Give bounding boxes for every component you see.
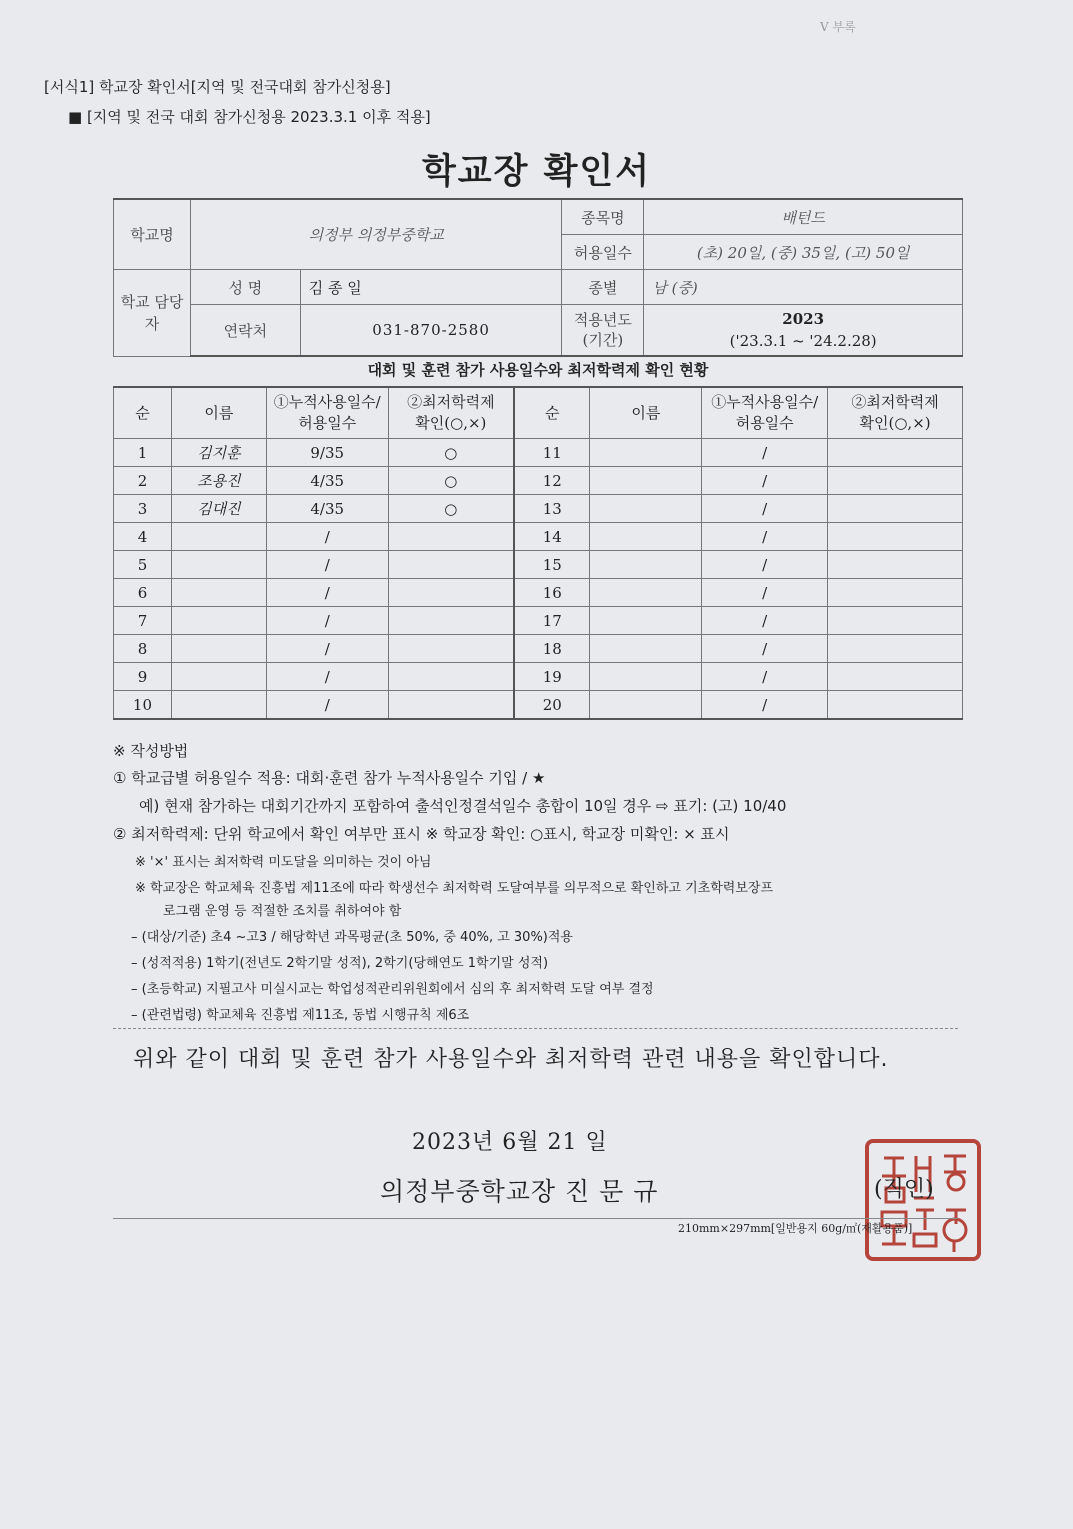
table-row xyxy=(114,579,963,607)
seal-label: (직인) xyxy=(874,1177,934,1202)
header-no-right: 순 xyxy=(514,387,590,439)
page-title: 학교장 확인서 xyxy=(421,152,652,192)
row-days: / xyxy=(702,635,828,663)
row-days: / xyxy=(266,635,388,663)
row-name: 조용진 xyxy=(171,467,266,495)
row-no: 9 xyxy=(114,663,172,691)
header-name-right: 이름 xyxy=(590,387,702,439)
table-row xyxy=(114,635,963,663)
row-days: / xyxy=(702,607,828,635)
row-no: 19 xyxy=(514,663,590,691)
row-name xyxy=(590,551,702,579)
school-label: 학교명 xyxy=(114,199,191,270)
row-check xyxy=(388,635,514,663)
row-no: 13 xyxy=(514,495,590,523)
note-item-2: ② 최저학력제: 단위 학교에서 확인 여부만 표시 ※ 학교장 확인: ○표시, 학교장 미확인: × 표시 xyxy=(113,825,730,843)
contact-value: 031-870-2580 xyxy=(300,305,562,357)
row-no: 10 xyxy=(114,691,172,720)
row-no: 5 xyxy=(114,551,172,579)
row-no: 16 xyxy=(514,579,590,607)
row-name xyxy=(590,691,702,720)
row-name xyxy=(590,663,702,691)
table-row xyxy=(114,691,963,720)
row-days: / xyxy=(266,691,388,720)
row-check xyxy=(388,579,514,607)
row-no: 14 xyxy=(514,523,590,551)
event-value: 배턴드 xyxy=(644,199,963,235)
table-row xyxy=(114,495,963,523)
table-row xyxy=(114,551,963,579)
row-check xyxy=(388,663,514,691)
row-check: ○ xyxy=(388,439,514,467)
row-days: / xyxy=(702,523,828,551)
seal-glyphs xyxy=(882,1156,966,1252)
signer: 의정부중학교장 진 문 규 xyxy=(380,1177,659,1206)
row-no: 12 xyxy=(514,467,590,495)
row-no: 8 xyxy=(114,635,172,663)
note-dash-4: – (관련법령) 학교체육 진흥법 제11조, 동법 시행규칙 제6조 xyxy=(131,1008,470,1023)
table-row xyxy=(114,607,963,635)
note-dash-3: – (초등학교) 지필고사 미실시교는 학업성적관리위원회에서 심의 후 최저학력 도달 여부 결정 xyxy=(131,982,654,997)
row-days: / xyxy=(702,579,828,607)
row-days: 9/35 xyxy=(266,439,388,467)
row-name xyxy=(171,523,266,551)
note-sub-1: ※ '×' 표시는 최저학력 미도달을 의미하는 것이 아님 xyxy=(135,855,432,870)
row-check xyxy=(828,663,963,691)
gender-label: 종별 xyxy=(562,270,644,305)
row-check xyxy=(828,495,963,523)
row-no: 2 xyxy=(114,467,172,495)
row-no: 3 xyxy=(114,495,172,523)
header-days-line1: ①누적사용일수/ xyxy=(273,393,381,411)
row-no: 17 xyxy=(514,607,590,635)
confirmation-text: 위와 같이 대회 및 훈련 참가 사용일수와 최저학력 관련 내용을 확인합니다. xyxy=(133,1047,889,1072)
row-check xyxy=(828,467,963,495)
row-check xyxy=(828,439,963,467)
row-days: / xyxy=(702,439,828,467)
year-label: 적용년도 (기간) xyxy=(562,305,644,357)
header-academic-line2: 확인(○,×) xyxy=(859,414,931,432)
row-name xyxy=(171,579,266,607)
footer-divider xyxy=(113,1218,958,1219)
school-value: 의정부 의정부중학교 xyxy=(190,199,562,270)
row-days: / xyxy=(702,551,828,579)
row-check xyxy=(828,523,963,551)
note-sub-2: ※ 학교장은 학교체육 진흥법 제11조에 따라 학생선수 최저학력 도달여부를 의무적으로 확인하고 기초학력보장프 xyxy=(135,881,774,896)
row-no: 1 xyxy=(114,439,172,467)
header-academic-line1: ②최저학력제 xyxy=(407,393,495,411)
row-days: / xyxy=(266,523,388,551)
row-no: 20 xyxy=(514,691,590,720)
row-days: / xyxy=(266,579,388,607)
year-value: 2023 xyxy=(782,310,825,328)
row-days: 4/35 xyxy=(266,495,388,523)
row-name xyxy=(590,523,702,551)
note-sub-2-cont: 로그램 운영 등 적절한 조치를 취하여야 함 xyxy=(163,904,402,919)
table-row xyxy=(114,523,963,551)
paper-spec: 210mm×297mm[일반용지 60g/㎡(재활용품)] xyxy=(678,1222,913,1235)
issue-date: 2023년 6월 21 일 xyxy=(412,1130,608,1155)
table-row xyxy=(114,467,963,495)
corner-mark: V 부록 xyxy=(820,20,856,34)
row-name xyxy=(171,551,266,579)
year-cell xyxy=(644,305,963,357)
table-title: 대회 및 훈련 참가 사용일수와 최저학력제 확인 현황 xyxy=(367,361,709,379)
row-check: ○ xyxy=(388,467,514,495)
row-name xyxy=(590,495,702,523)
row-check xyxy=(828,691,963,720)
allowed-days-value: (초) 20일, (중) 35일, (고) 50일 xyxy=(644,235,963,270)
row-no: 11 xyxy=(514,439,590,467)
row-days: 4/35 xyxy=(266,467,388,495)
header-days-left xyxy=(266,387,388,439)
header-days-line1: ①누적사용일수/ xyxy=(711,393,819,411)
row-name xyxy=(590,635,702,663)
row-days: / xyxy=(702,495,828,523)
row-name xyxy=(590,579,702,607)
contact-label: 연락처 xyxy=(190,305,300,357)
row-name xyxy=(171,663,266,691)
row-no: 18 xyxy=(514,635,590,663)
row-days: / xyxy=(702,663,828,691)
name-value: 김 종 일 xyxy=(300,270,562,305)
row-days: / xyxy=(266,663,388,691)
header-no-left: 순 xyxy=(114,387,172,439)
allowed-days-label: 허용일수 xyxy=(562,235,644,270)
writing-instructions xyxy=(113,740,973,1030)
header-academic-right xyxy=(828,387,963,439)
header-academic-line2: 확인(○,×) xyxy=(415,414,487,432)
divider xyxy=(113,1028,958,1029)
row-no: 4 xyxy=(114,523,172,551)
row-name xyxy=(171,691,266,720)
row-no: 15 xyxy=(514,551,590,579)
form-id: [서식1] 학교장 확인서[지역 및 전국대회 참가신청용] xyxy=(44,78,391,96)
row-check xyxy=(828,579,963,607)
row-check xyxy=(388,607,514,635)
note-item-1-example: 예) 현재 참가하는 대회기간까지 포함하여 출석인정결석일수 총합이 10일 경우 ⇨ 표기: (고) 10/40 xyxy=(139,797,787,815)
period-value: ('23.3.1 ~ '24.2.28) xyxy=(729,332,877,350)
header-days-line2: 허용일수 xyxy=(298,414,357,432)
row-name xyxy=(590,607,702,635)
row-name xyxy=(171,635,266,663)
table-row xyxy=(114,439,963,467)
row-check: ○ xyxy=(388,495,514,523)
participation-table xyxy=(113,386,963,720)
row-days: / xyxy=(702,691,828,720)
notes-heading: ※ 작성방법 xyxy=(113,742,189,760)
row-days: / xyxy=(266,551,388,579)
row-name: 김대진 xyxy=(171,495,266,523)
table-row xyxy=(114,663,963,691)
row-name xyxy=(590,439,702,467)
row-check xyxy=(828,607,963,635)
row-days: / xyxy=(702,467,828,495)
row-no: 7 xyxy=(114,607,172,635)
gender-value: 남 (중) xyxy=(644,270,963,305)
note-dash-2: – (성적적용) 1학기(전년도 2학기말 성적), 2학기(당해연도 1학기말 성적) xyxy=(131,956,549,971)
header-academic-line1: ②최저학력제 xyxy=(851,393,939,411)
form-note: ■ [지역 및 전국 대회 참가신청용 2023.3.1 이후 적용] xyxy=(68,108,431,126)
row-name xyxy=(590,467,702,495)
row-name: 김지훈 xyxy=(171,439,266,467)
row-check xyxy=(828,551,963,579)
header-days-right xyxy=(702,387,828,439)
row-check xyxy=(388,523,514,551)
row-no: 6 xyxy=(114,579,172,607)
note-dash-1: – (대상/기준) 초4 ~고3 / 해당학년 과목평균(초 50%, 중 40%, 고 30%)적용 xyxy=(131,930,573,945)
row-check xyxy=(388,551,514,579)
row-days: / xyxy=(266,607,388,635)
header-days-line2: 허용일수 xyxy=(735,414,794,432)
row-check xyxy=(828,635,963,663)
row-name xyxy=(171,607,266,635)
school-info-table xyxy=(113,198,963,357)
name-label: 성 명 xyxy=(190,270,300,305)
header-name-left: 이름 xyxy=(171,387,266,439)
header-academic-left xyxy=(388,387,514,439)
row-check xyxy=(388,691,514,720)
note-item-1: ① 학교급별 허용일수 적용: 대회·훈련 참가 누적사용일수 기입 / ★ xyxy=(113,769,546,787)
manager-label: 학교 담당자 xyxy=(114,270,191,357)
event-label: 종목명 xyxy=(562,199,644,235)
